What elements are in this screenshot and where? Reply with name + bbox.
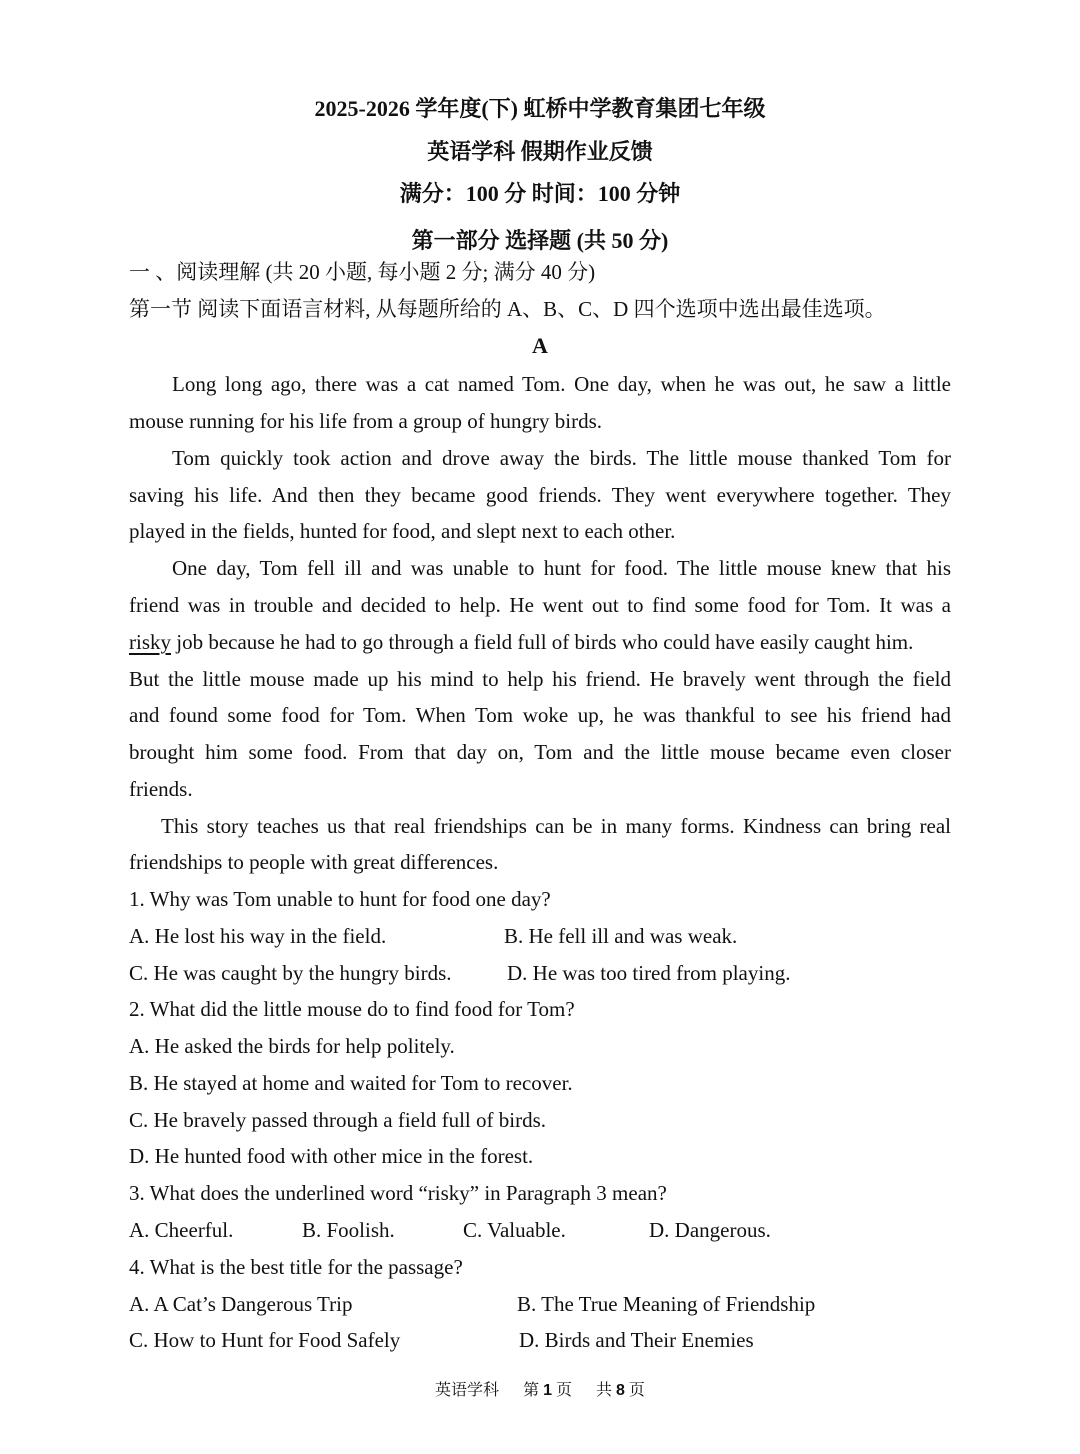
passage-line-rest: job because he had to go through a field full of birds who could have easily caught him. (171, 630, 914, 654)
passage-line: played in the fields, hunted for food, and slept next to each other. (129, 519, 676, 543)
question-3-option-b: B. Foolish. (302, 1218, 395, 1242)
exam-score-time: 满分：100 分 时间：100 分钟 (399, 181, 681, 206)
question-1-stem: 1. Why was Tom unable to hunt for food one day? (129, 887, 551, 911)
question-4-option-b: B. The True Meaning of Friendship (517, 1292, 816, 1316)
part-heading: 第一部分 选择题 (共 50 分) (411, 228, 669, 253)
question-4-option-c: C. How to Hunt for Food Safely (129, 1328, 401, 1352)
question-3-option-d: D. Dangerous. (649, 1218, 771, 1242)
passage-line: Long long ago, there was a cat named Tom. One day, when he was out, he saw a little (172, 372, 951, 396)
passage-line: brought him some food. From that day on, Tom and the little mouse became even closer (129, 740, 951, 764)
section-instruction: 第一节 阅读下面语言材料, 从每题所给的 A、B、C、D 四个选项中选出最佳选项。 (129, 297, 886, 321)
question-3-option-c: C. Valuable. (463, 1218, 566, 1242)
passage-line: This story teaches us that real friendships can be in many forms. Kindness can bring real (161, 814, 951, 838)
footer-total-pages: 8 (616, 1382, 625, 1399)
question-4-stem: 4. What is the best title for the passage? (129, 1255, 463, 1279)
question-1-option-a: A. He lost his way in the field. (129, 924, 387, 948)
footer-subject: 英语学科 (435, 1382, 500, 1399)
passage-line: But the little mouse made up his mind to help his friend. He bravely went through the field (129, 667, 951, 691)
question-2-option-b: B. He stayed at home and waited for Tom to recover. (129, 1071, 573, 1095)
question-4-option-a: A. A Cat’s Dangerous Trip (129, 1292, 353, 1316)
question-3-stem: 3. What does the underlined word “risky” in Paragraph 3 mean? (129, 1181, 667, 1205)
passage-line: and found some food for Tom. When Tom woke up, he was thankful to see his friend had (129, 703, 951, 727)
question-2-option-d: D. He hunted food with other mice in the forest. (129, 1144, 534, 1168)
footer-page-prefix: 第 (523, 1382, 540, 1399)
question-4-option-d: D. Birds and Their Enemies (519, 1328, 754, 1352)
passage-line: saving his life. And then they became good friends. They went everywhere together. They (129, 483, 951, 507)
footer-total-suffix: 页 (628, 1382, 645, 1399)
page-footer (0, 1378, 1080, 1404)
exam-subtitle: 英语学科 假期作业反馈 (427, 139, 653, 164)
question-2-option-c: C. He bravely passed through a field full of birds. (129, 1108, 546, 1132)
question-1-option-c: C. He was caught by the hungry birds. (129, 961, 452, 985)
passage-line: Tom quickly took action and drove away the birds. The little mouse thanked Tom for (172, 446, 951, 470)
footer-page-suffix: 页 (555, 1382, 572, 1399)
passage-line: One day, Tom fell ill and was unable to hunt for food. The little mouse knew that his (172, 556, 951, 580)
question-1-option-d: D. He was too tired from playing. (507, 961, 791, 985)
passage-line: friend was in trouble and decided to help. He went out to find some food for Tom. It was a (129, 593, 951, 617)
passage-line (129, 629, 913, 655)
passage-line: friends. (129, 777, 193, 801)
footer-page-number: 1 (543, 1382, 552, 1399)
passage-label: A (532, 333, 548, 358)
underlined-word-risky: risky (129, 630, 171, 654)
question-3-option-a: A. Cheerful. (129, 1218, 234, 1242)
section-heading: 一 、阅读理解 (共 20 小题, 每小题 2 分; 满分 40 分) (129, 260, 596, 284)
question-2-stem: 2. What did the little mouse do to find food for Tom? (129, 997, 575, 1021)
question-2-option-a: A. He asked the birds for help politely. (129, 1034, 455, 1058)
exam-title: 2025-2026 学年度(下) 虹桥中学教育集团七年级 (314, 96, 766, 121)
question-1-option-b: B. He fell ill and was weak. (504, 924, 738, 948)
footer-total-prefix: 共 (596, 1382, 613, 1399)
passage-line: mouse running for his life from a group of hungry birds. (129, 409, 603, 433)
passage-line: friendships to people with great differences. (129, 850, 499, 874)
